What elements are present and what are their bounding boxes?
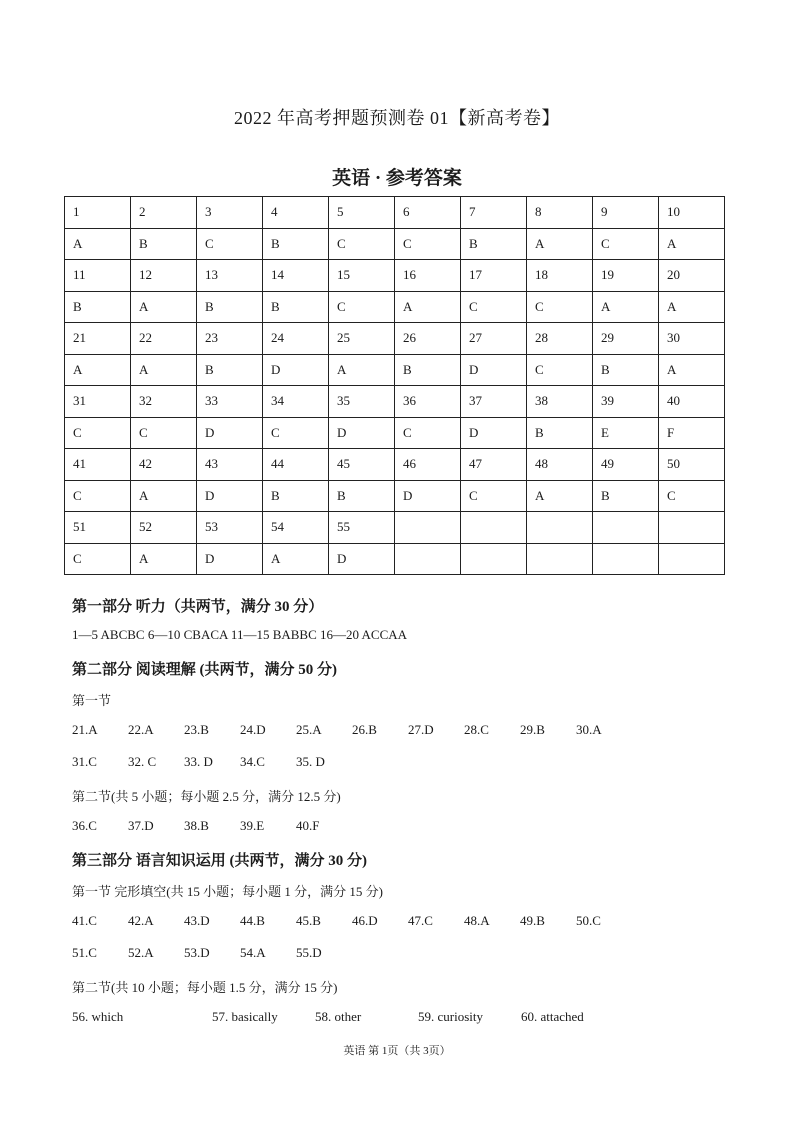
- answer-item: 45.B: [296, 913, 321, 928]
- answer-item: 60. attached: [521, 1009, 584, 1024]
- page-subtitle: 英语 · 参考答案: [332, 168, 462, 189]
- part2-row2: [72, 754, 352, 770]
- table-cell: C: [659, 480, 725, 512]
- answer-item: 39.E: [240, 818, 265, 833]
- table-cell: 25: [329, 323, 395, 355]
- table-cell: D: [197, 417, 263, 449]
- part1-heading: 第一部分 听力（共两节，满分 30 分）: [72, 599, 324, 615]
- page-title: 2022 年高考押题预测卷 01【新高考卷】: [234, 108, 560, 128]
- table-cell: 54: [263, 512, 329, 544]
- table-cell: 47: [461, 449, 527, 481]
- table-cell: 30: [659, 323, 725, 355]
- table-cell: 11: [65, 260, 131, 292]
- table-cell: C: [131, 417, 197, 449]
- table-cell: 24: [263, 323, 329, 355]
- table-cell: B: [527, 417, 593, 449]
- answer-item: 46.D: [352, 913, 378, 928]
- table-cell: 20: [659, 260, 725, 292]
- table-row: [65, 417, 725, 449]
- table-cell: 27: [461, 323, 527, 355]
- table-cell: A: [659, 228, 725, 260]
- answer-item: 21.A: [72, 722, 98, 737]
- table-cell: 8: [527, 197, 593, 229]
- table-row: [65, 228, 725, 260]
- table-cell: D: [461, 354, 527, 386]
- table-cell: D: [395, 480, 461, 512]
- table-cell: 15: [329, 260, 395, 292]
- table-cell: 34: [263, 386, 329, 418]
- table-row: [65, 260, 725, 292]
- part2-row1: [72, 722, 632, 738]
- table-cell: 48: [527, 449, 593, 481]
- table-cell: A: [527, 480, 593, 512]
- table-cell: D: [263, 354, 329, 386]
- page-footer: 英语 第 1页（共 3页）: [343, 1045, 451, 1057]
- answer-item: 22.A: [128, 722, 154, 737]
- table-row: [65, 543, 725, 575]
- part3-row2: [72, 945, 352, 961]
- table-cell: B: [197, 354, 263, 386]
- table-cell: A: [659, 354, 725, 386]
- answer-item: 52.A: [128, 945, 154, 960]
- answer-item: 23.B: [184, 722, 209, 737]
- answer-item: 50.C: [576, 913, 601, 928]
- table-cell: A: [131, 354, 197, 386]
- answer-item: 37.D: [128, 818, 154, 833]
- table-cell: C: [527, 291, 593, 323]
- table-cell: C: [461, 480, 527, 512]
- answer-item: 41.C: [72, 913, 97, 928]
- part1-answers: 1—5 ABCBC 6—10 CBACA 11—15 BABBC 16—20 ACCAA: [72, 627, 408, 642]
- table-cell: 53: [197, 512, 263, 544]
- table-cell: 12: [131, 260, 197, 292]
- answer-item: 48.A: [464, 913, 490, 928]
- table-cell: 6: [395, 197, 461, 229]
- table-cell: C: [65, 480, 131, 512]
- table-cell: D: [329, 543, 395, 575]
- answer-item: 26.B: [352, 722, 377, 737]
- table-cell: [659, 543, 725, 575]
- answer-item: 38.B: [184, 818, 209, 833]
- table-cell: 23: [197, 323, 263, 355]
- table-cell: 3: [197, 197, 263, 229]
- table-cell: C: [329, 291, 395, 323]
- table-cell: 31: [65, 386, 131, 418]
- table-cell: C: [593, 228, 659, 260]
- part3-section2-label: 第二节(共 10 小题；每小题 1.5 分，满分 15 分): [72, 980, 338, 995]
- table-cell: E: [593, 417, 659, 449]
- answer-table: [64, 196, 725, 575]
- table-cell: B: [263, 228, 329, 260]
- table-row: [65, 512, 725, 544]
- part3-heading: 第三部分 语言知识运用 (共两节，满分 30 分): [72, 853, 367, 869]
- table-cell: 26: [395, 323, 461, 355]
- table-cell: B: [131, 228, 197, 260]
- table-cell: 49: [593, 449, 659, 481]
- table-cell: A: [131, 543, 197, 575]
- table-cell: B: [593, 480, 659, 512]
- table-row: [65, 197, 725, 229]
- answer-item: 42.A: [128, 913, 154, 928]
- table-cell: A: [659, 291, 725, 323]
- part3-row3: [72, 1009, 624, 1025]
- table-cell: [461, 543, 527, 575]
- table-cell: A: [593, 291, 659, 323]
- table-cell: A: [65, 228, 131, 260]
- table-cell: 39: [593, 386, 659, 418]
- table-cell: 45: [329, 449, 395, 481]
- table-cell: B: [263, 480, 329, 512]
- table-cell: [527, 512, 593, 544]
- table-cell: [395, 512, 461, 544]
- answer-item: 55.D: [296, 945, 322, 960]
- table-cell: A: [527, 228, 593, 260]
- answer-item: 34.C: [240, 754, 265, 769]
- table-cell: 32: [131, 386, 197, 418]
- table-cell: 16: [395, 260, 461, 292]
- table-cell: [527, 543, 593, 575]
- table-cell: B: [263, 291, 329, 323]
- table-cell: C: [65, 417, 131, 449]
- answer-item: 30.A: [576, 722, 602, 737]
- table-cell: A: [329, 354, 395, 386]
- table-cell: 42: [131, 449, 197, 481]
- table-cell: 46: [395, 449, 461, 481]
- table-row: [65, 480, 725, 512]
- table-cell: 5: [329, 197, 395, 229]
- table-cell: A: [65, 354, 131, 386]
- table-cell: [461, 512, 527, 544]
- answer-item: 49.B: [520, 913, 545, 928]
- table-cell: 14: [263, 260, 329, 292]
- table-cell: 4: [263, 197, 329, 229]
- table-cell: C: [395, 417, 461, 449]
- table-cell: 38: [527, 386, 593, 418]
- table-cell: B: [197, 291, 263, 323]
- table-cell: 51: [65, 512, 131, 544]
- answer-item: 31.C: [72, 754, 97, 769]
- table-cell: [395, 543, 461, 575]
- answer-item: 32. C: [128, 754, 157, 769]
- answer-item: 51.C: [72, 945, 97, 960]
- table-cell: B: [329, 480, 395, 512]
- table-cell: [659, 512, 725, 544]
- answer-item: 25.A: [296, 722, 322, 737]
- part2-row3: [72, 818, 352, 834]
- table-row: [65, 386, 725, 418]
- answer-item: 33. D: [184, 754, 213, 769]
- table-cell: 44: [263, 449, 329, 481]
- table-cell: 43: [197, 449, 263, 481]
- table-cell: B: [65, 291, 131, 323]
- table-cell: C: [527, 354, 593, 386]
- table-cell: A: [131, 291, 197, 323]
- table-cell: 18: [527, 260, 593, 292]
- table-cell: 28: [527, 323, 593, 355]
- table-cell: C: [197, 228, 263, 260]
- table-cell: D: [329, 417, 395, 449]
- table-cell: 37: [461, 386, 527, 418]
- answer-item: 59. curiosity: [418, 1009, 483, 1024]
- part3-section1-label: 第一节 完形填空(共 15 小题；每小题 1 分，满分 15 分): [72, 884, 383, 899]
- answer-item: 40.F: [296, 818, 320, 833]
- table-cell: A: [131, 480, 197, 512]
- table-cell: D: [197, 543, 263, 575]
- part3-row1: [72, 913, 632, 929]
- table-cell: [593, 543, 659, 575]
- answer-item: 47.C: [408, 913, 433, 928]
- table-cell: 17: [461, 260, 527, 292]
- table-cell: D: [461, 417, 527, 449]
- table-cell: A: [395, 291, 461, 323]
- table-cell: F: [659, 417, 725, 449]
- answer-item: 58. other: [315, 1009, 362, 1024]
- table-cell: B: [593, 354, 659, 386]
- table-cell: [593, 512, 659, 544]
- answer-item: 54.A: [240, 945, 266, 960]
- table-cell: C: [461, 291, 527, 323]
- table-cell: 2: [131, 197, 197, 229]
- table-cell: 33: [197, 386, 263, 418]
- table-cell: B: [461, 228, 527, 260]
- table-cell: 10: [659, 197, 725, 229]
- answer-item: 24.D: [240, 722, 266, 737]
- part2-heading: 第二部分 阅读理解 (共两节，满分 50 分): [72, 662, 337, 678]
- table-row: [65, 449, 725, 481]
- part2-section2-label: 第二节(共 5 小题；每小题 2.5 分，满分 12.5 分): [72, 789, 341, 804]
- table-cell: 55: [329, 512, 395, 544]
- table-cell: A: [263, 543, 329, 575]
- answer-item: 36.C: [72, 818, 97, 833]
- table-cell: 50: [659, 449, 725, 481]
- table-cell: C: [65, 543, 131, 575]
- table-cell: C: [395, 228, 461, 260]
- table-cell: 40: [659, 386, 725, 418]
- answer-item: 28.C: [464, 722, 489, 737]
- answer-item: 56. which: [72, 1009, 124, 1024]
- table-cell: 41: [65, 449, 131, 481]
- answer-item: 35. D: [296, 754, 325, 769]
- table-cell: 9: [593, 197, 659, 229]
- table-cell: D: [197, 480, 263, 512]
- table-cell: 36: [395, 386, 461, 418]
- table-cell: C: [329, 228, 395, 260]
- table-row: [65, 291, 725, 323]
- table-row: [65, 323, 725, 355]
- answer-item: 53.D: [184, 945, 210, 960]
- table-cell: 29: [593, 323, 659, 355]
- answer-item: 43.D: [184, 913, 210, 928]
- table-cell: C: [263, 417, 329, 449]
- table-cell: 21: [65, 323, 131, 355]
- part2-section1-label: 第一节: [72, 693, 112, 708]
- table-cell: 22: [131, 323, 197, 355]
- table-cell: 19: [593, 260, 659, 292]
- table-cell: 52: [131, 512, 197, 544]
- table-cell: 13: [197, 260, 263, 292]
- table-cell: 7: [461, 197, 527, 229]
- answer-item: 57. basically: [212, 1009, 278, 1024]
- table-cell: 35: [329, 386, 395, 418]
- table-cell: B: [395, 354, 461, 386]
- answer-item: 29.B: [520, 722, 545, 737]
- answer-item: 44.B: [240, 913, 265, 928]
- table-row: [65, 354, 725, 386]
- answer-item: 27.D: [408, 722, 434, 737]
- table-cell: 1: [65, 197, 131, 229]
